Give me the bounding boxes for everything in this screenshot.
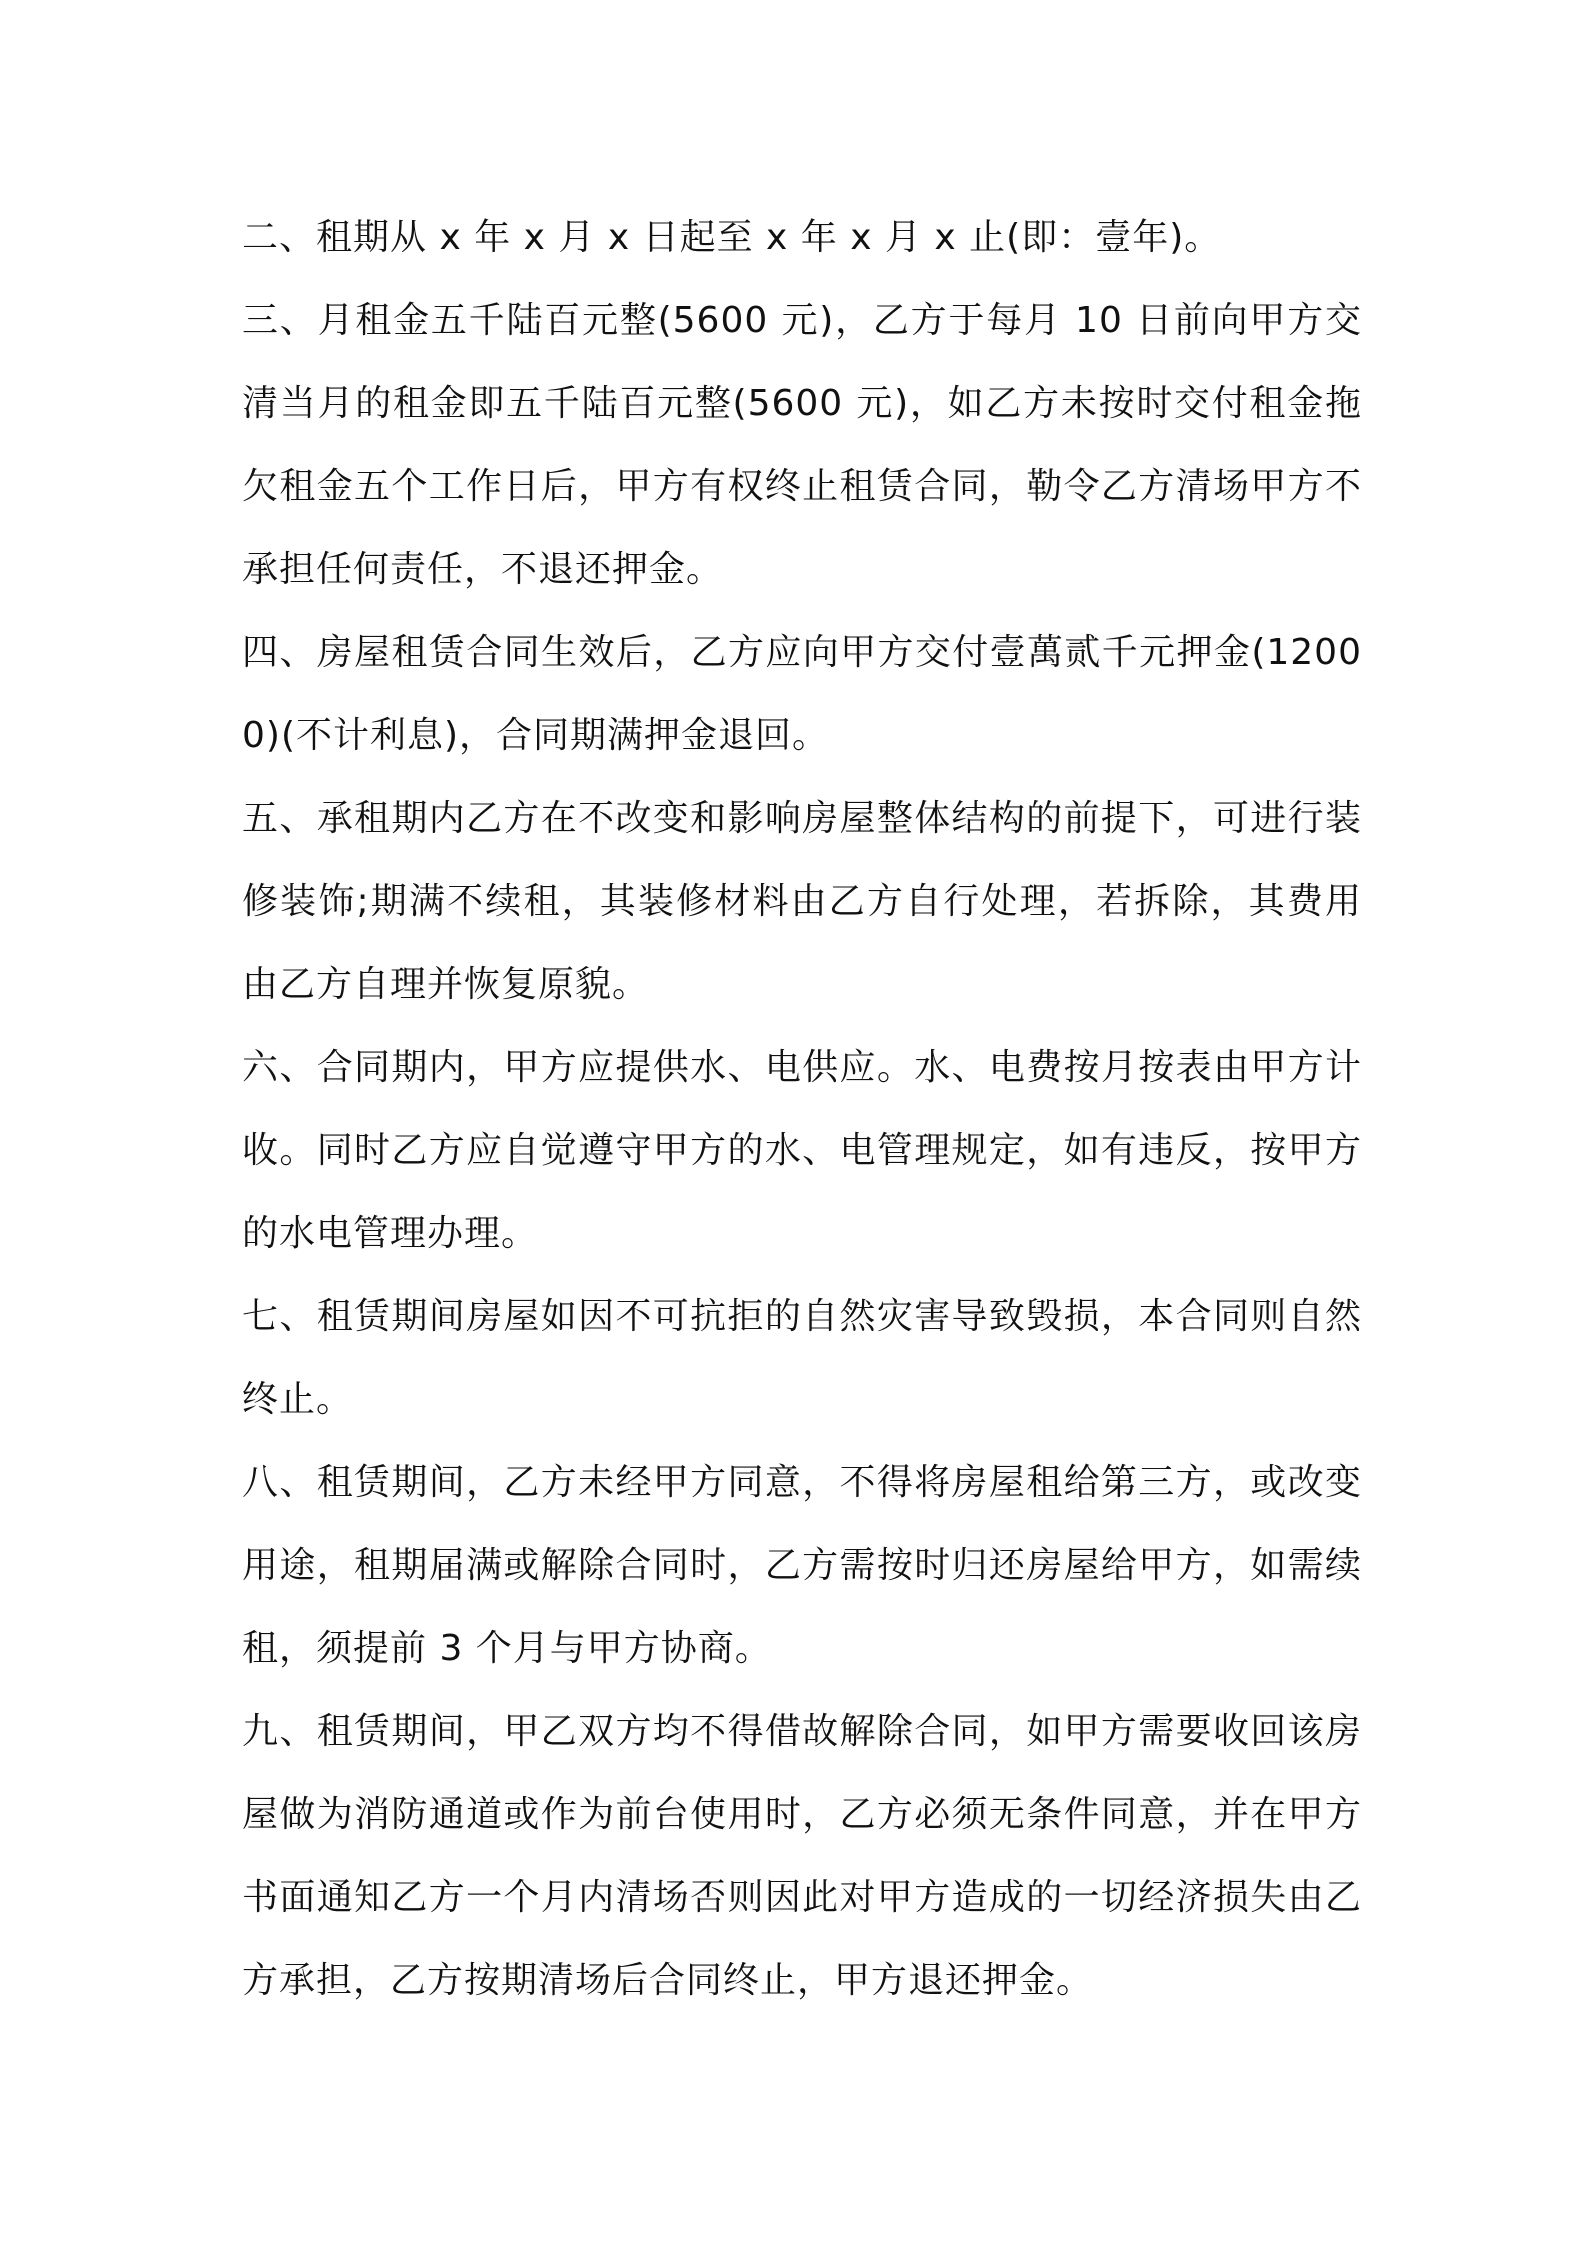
clause-4-deposit: 四、房屋租赁合同生效后，乙方应向甲方交付壹萬贰千元押金(12000)(不计利息)，合同期满押金退回。 (242, 632, 1362, 756)
contract-page (242, 196, 1362, 2022)
clause-2-lease-term: 二、租期从 x 年 x 月 x 日起至 x 年 x 月 x 止(即：壹年)。 (242, 217, 1222, 258)
clause-5-renovation: 五、承租期内乙方在不改变和影响房屋整体结构的前提下，可进行装修装饰;期满不续租，其装修材料由乙方自行处理，若拆除，其费用由乙方自理并恢复原貌。 (242, 798, 1362, 1005)
clause-7-force-majeure: 七、租赁期间房屋如因不可抗拒的自然灾害导致毁损，本合同则自然终止。 (242, 1296, 1362, 1420)
clause-3-monthly-rent: 三、月租金五千陆百元整(5600 元)，乙方于每月 10 日前向甲方交清当月的租金即五千陆百元整(5600 元)，如乙方未按时交付租金拖欠租金五个工作日后，甲方有权终止租赁合同，勒令乙方清场甲方不承担任何责任，不退还押金。 (242, 300, 1362, 590)
clause-9-termination: 九、租赁期间，甲乙双方均不得借故解除合同，如甲方需要收回该房屋做为消防通道或作为前台使用时，乙方必须无条件同意，并在甲方书面通知乙方一个月内清场否则因此对甲方造成的一切经济损失由乙方承担，乙方按期清场后合同终止，甲方退还押金。 (242, 1711, 1362, 2001)
clause-8-subletting: 八、租赁期间，乙方未经甲方同意，不得将房屋租给第三方，或改变用途，租期届满或解除合同时，乙方需按时归还房屋给甲方，如需续租，须提前 3 个月与甲方协商。 (242, 1462, 1362, 1669)
clause-6-utilities: 六、合同期内，甲方应提供水、电供应。水、电费按月按表由甲方计收。同时乙方应自觉遵守甲方的水、电管理规定，如有违反，按甲方的水电管理办理。 (242, 1047, 1362, 1254)
